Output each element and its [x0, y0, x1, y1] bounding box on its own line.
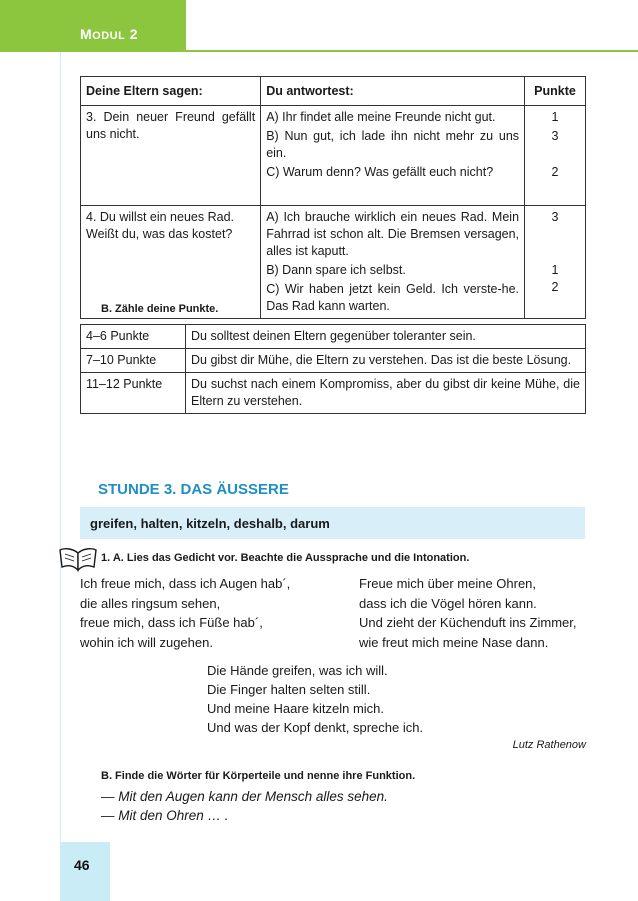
lesson-title: STUNDE 3. DAS ÄUSSERE [98, 481, 289, 498]
poem-line: die alles ringsum sehen, [80, 595, 221, 611]
answer-option: B) Dann spare ich selbst. [266, 263, 406, 277]
points-cell [525, 106, 586, 206]
parent-statement: 4. Du willst ein neues Rad. Weißt du, was das kostet? [81, 206, 261, 319]
poem-line: Freue mich über meine Ohren, [359, 576, 537, 591]
score-range: 4–6 Punkte [81, 325, 186, 349]
score-range: 11–12 Punkte [81, 373, 186, 414]
points-cell [525, 206, 586, 319]
score-range: 7–10 Punkte [81, 349, 186, 373]
column-header: Deine Eltern sagen: [81, 77, 261, 106]
table-row [81, 373, 586, 414]
answer-option: C) Warum denn? Was gefällt euch nicht? [266, 165, 494, 179]
table-row [81, 206, 586, 319]
poem-line: Die Hände greifen, was ich will. [207, 663, 388, 678]
poem-stanza-left [80, 574, 350, 652]
page-number: 46 [74, 857, 90, 873]
poem-line: Und was der Kopf denkt, spreche ich. [207, 720, 424, 735]
points-value: 2 [551, 165, 559, 179]
poem-line: wohin ich will zugehen. [80, 634, 213, 650]
answer-options [261, 206, 525, 319]
points-value: 3 [551, 210, 559, 224]
example-sentence: — Mit den Ohren … . [101, 808, 229, 823]
header-rule [186, 50, 638, 52]
poem-line: Ich freue mich, dass ich Augen hab´, [80, 576, 291, 591]
table-row [81, 349, 586, 373]
poem-stanza-center [207, 661, 423, 737]
table-row [81, 106, 586, 206]
open-book-icon [58, 545, 98, 573]
answer-options [261, 106, 525, 206]
parents-dialogue-table [80, 76, 586, 319]
task-1b-instruction: B. Finde die Wörter für Körperteile und nenne ihre Funktion. [101, 770, 416, 782]
points-value: 2 [551, 280, 559, 294]
points-value: 3 [551, 129, 559, 143]
points-value: 1 [551, 110, 559, 124]
table-row [81, 325, 586, 349]
score-advice: Du gibst dir Mühe, die Eltern zu verstehen. Das ist die beste Lösung. [186, 349, 586, 373]
poem-line: freue mich, dass ich Füße hab´, [80, 615, 263, 630]
poem-line: Die Finger halten selten still. [207, 682, 371, 697]
task-b-count-points: B. Zähle deine Punkte. [101, 303, 219, 315]
table-header-row [81, 77, 586, 106]
score-evaluation-table [80, 324, 586, 414]
poem-stanza-right [359, 574, 589, 652]
answer-option: B) Nun gut, ich lade ihn nicht mehr zu uns ein. [266, 129, 520, 160]
points-value: 1 [551, 263, 559, 277]
score-advice: Du suchst nach einem Kompromiss, aber du gibst dir keine Mühe, die Eltern zu verstehen. [186, 373, 586, 414]
score-advice: Du solltest deinen Eltern gegenüber toleranter sein. [186, 325, 586, 349]
vocabulary-words: greifen, halten, kitzeln, deshalb, darum [90, 516, 330, 531]
poem-author: Lutz Rathenow [512, 739, 586, 751]
poem-line: Und zieht der Küchenduft ins Zimmer, [359, 615, 577, 630]
example-sentence: — Mit den Augen kann der Mensch alles sehen. [101, 789, 388, 804]
answer-option: A) Ich brauche wirklich ein neues Rad. Mein Fahrrad ist schon alt. Die Bremsen versagen, alles ist kaputt. [266, 210, 520, 258]
poem-line: wie freut mich meine Nase dann. [359, 634, 549, 650]
task-1a-instruction: 1. A. Lies das Gedicht vor. Beachte die Aussprache und die Intonation. [101, 552, 470, 564]
module-label: MODUL 2 [80, 26, 139, 42]
poem-line: Und meine Haare kitzeln mich. [207, 701, 385, 716]
column-header: Du antwortest: [261, 77, 525, 106]
poem-line: dass ich die Vögel hören kann. [359, 595, 537, 611]
column-header: Punkte [525, 77, 586, 106]
answer-option: A) Ihr findet alle meine Freunde nicht gut. [266, 110, 496, 124]
answer-option: C) Wir haben jetzt kein Geld. Ich verste-he. Das Rad kann warten. [266, 282, 520, 313]
parent-statement: 3. Dein neuer Freund gefällt uns nicht. [81, 106, 261, 206]
margin-line [60, 52, 61, 842]
